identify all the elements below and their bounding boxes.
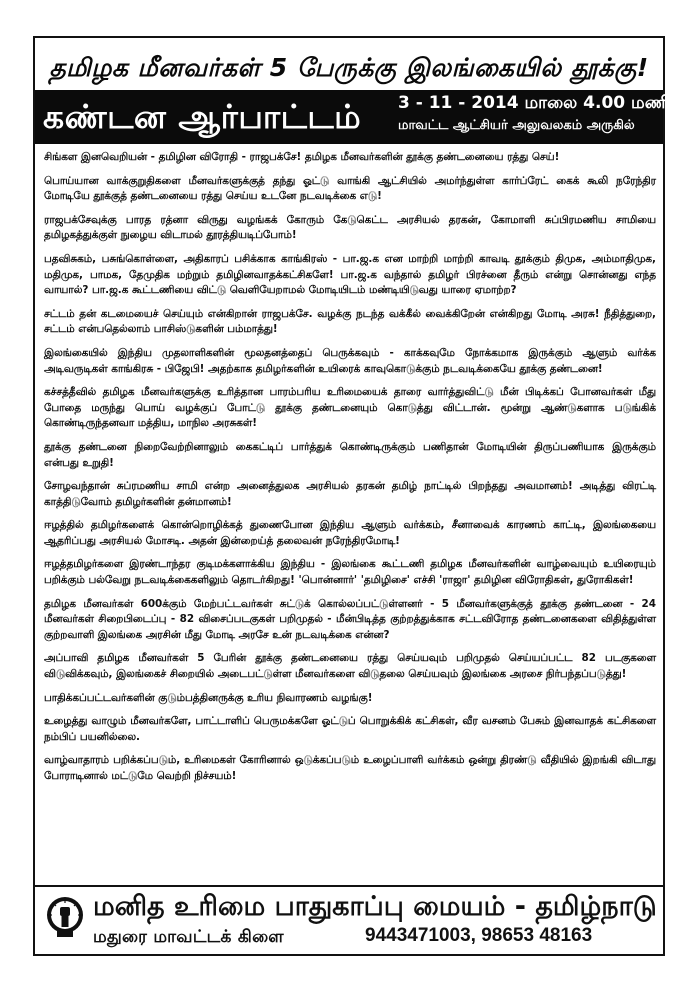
- paragraph: பொய்யான வாக்குறுதிகளை மீனவர்களுக்குத் தந்து ஓட்டு வாங்கி ஆட்சியில் அமர்ந்துள்ள கார்ப்ரேட் கைக் கூலி நரேந்திர மோடியே தூக்குத் தண்டனையை ரத்து செய்ய உடனே நடவடிக்கை எடு!: [44, 174, 656, 203]
- branch-name: மதுரை மாவட்டக் கிளை: [93, 927, 284, 947]
- paragraph: தூக்கு தண்டனை நிறைவேற்றினாலும் கைகட்டிப் பார்த்துக் கொண்டிருக்கும் பணிதான் மோடியின் திருப்பணியாக இருக்கும் என்பது உறுதி!: [44, 440, 656, 469]
- raised-fist-emblem-icon: [45, 895, 85, 939]
- event-location: மாவட்ட ஆட்சியர் அலுவலகம் அருகில்: [398, 118, 635, 133]
- paragraph: சோழவந்தான் சுப்ரமணிய சாமி என்ற அனைத்துலக அரசியல் தரகன் தமிழ் நாட்டில் பிறந்தது அவமானம்! அடித்து விரட்டி காத்திடுவோம் தமிழர்களின் தன்மானம்!: [44, 480, 656, 508]
- event-heading: கண்டன ஆர்பாட்டம்: [43, 97, 362, 136]
- poster-title: தமிழக மீனவர்கள் 5 பேருக்கு இலங்கையில் தூக்கு!: [49, 53, 649, 82]
- paragraph: பதவிசுகம், பசுங்கொள்ளை, அதிகாரப் பசிக்காக காங்கிரஸ் - பா.ஜ.க என மாற்றி மாற்றி காவடி தூக்கும் திமுக, அம்மாதிமுக, மதிமுக, பாமக, தேமுதிக மற்றும் தமிழினவாதக்கட்சிகளே! பா.ஜ.க வந்தால் தமிழர் பிரச்னை தீரும் என்று சொன்னது எந்த வாயால்? பா.ஜ.க கூட்டணியை விட்டு வெளியேறாமல் மோடியிடம் மண்டியிடுவது யாரை ஏமாற்ற?: [44, 252, 656, 297]
- paragraph: உழைத்து வாழும் மீனவர்களே, பாட்டாளிப் பெருமக்களே ஓட்டுப் பொறுக்கிக் கட்சிகள், வீர வசனம் பேசும் இனவாதக் கட்சிகளை நம்பிப் பயனில்லை.: [44, 715, 656, 743]
- paragraph: ராஜபக்சேவுக்கு பாரத ரத்னா விருது வழங்கக் கோரும் கேடுகெட்ட அரசியல் தரகன், கோமாளி சுப்பிரமணிய சாமியை தமிழகத்துக்குள் நுழைய விடாமல் தூரத்தியடிப்போம்!: [44, 213, 656, 242]
- paragraph: கச்சத்தீவில் தமிழக மீனவர்களுக்கு உரித்தான பாரம்பரிய உரிமையைக் தாரை வார்த்துவிட்டு மீன் பிடிக்கப் போனவர்கள் மீது போதை மருந்து பொய் வழக்குப் போட்டு தூக்கு தண்டனையும் கொடுத்து விட்டான். மூன்று ஆண்டுகளாக படுங்கிக் கொண்டிருந்தனவா மத்திய, மாநில அரசுகள்!: [44, 386, 656, 430]
- paragraph: வாழ்வாதாரம் பறிக்கப்படும், உரிமைகள் கோரினால் ஒடுக்கப்படும் உழைப்பாளி வர்க்கம் ஒன்று திரண்டு வீதியில் இறங்கி விடாது போராடினால் மட்டுமே வெற்றி நிச்சயம்!: [44, 754, 656, 782]
- paragraph: சட்டம் தன் கடமையைச் செய்யும் என்கிறான் ராஜபக்சே. வழக்கு நடந்த வக்கீல் வைக்கிறேன் என்கிறது மோடி அரசு! நீதித்துறை, சட்டம் என்பதெல்லாம் பாசிஸ்டுகளின் பம்மாத்து!: [44, 307, 656, 336]
- paragraph: சிங்கள இனவெறியன் - தமிழின விரோதி - ராஜபக்சே! தமிழக மீனவர்களின் தூக்கு தண்டனையை ரத்து செய்!: [44, 151, 560, 163]
- demands-text: [44, 150, 656, 872]
- paragraph: தமிழக மீனவர்கள் 600க்கும் மேற்பட்டவர்கள் சுட்டுக் கொல்லப்பட்டுள்ளனர் - 5 மீனவர்களுக்குத் தூக்கு தண்டனை - 24 மீனவர்கள் சிறைபிடைப்பு - 82 விசைப்படகுகள் பறிமுதல் - மீன்பிடித்த குற்றத்துக்காக சட்டவிரோத தண்டனைகளை விதித்துள்ள குற்றவாளி இலங்கை அரசின் மீது மோடி அரசே உன் நடவடிக்கை என்ன?: [44, 597, 656, 641]
- organization-footer: [35, 887, 663, 954]
- event-banner: [35, 90, 671, 144]
- paragraph: இலங்கையில் இந்திய முதலாளிகளின் மூலதனத்தைப் பெருக்கவும் - காக்கவுமே நோக்கமாக இருக்கும் ஆளும் வர்க்க அடிவருடிகள் காங்கிரசு - பிஜேபி! அதற்காக தமிழர்களின் உயிரைக் காவுகொடுக்கும் நடவடிக்கையே தூக்கு தண்டனை!: [44, 346, 656, 375]
- paragraph: அப்பாவி தமிழக மீனவர்கள் 5 பேரின் தூக்கு தண்டனையை ரத்து செய்யவும் பறிமுதல் செய்யப்பட்ட 82 படகுகளை விடுவிக்கவும், இலங்கைச் சிறையில் அடைபட்டுள்ள மீனவர்களை விடுதலை செய்யவும் இலங்கை அரசை நிர்பந்தப்படுத்து!: [44, 652, 656, 681]
- organization-name: மனித உரிமை பாதுகாப்பு மையம் - தமிழ்நாடு: [93, 891, 657, 922]
- paragraph: பாதிக்கப்பட்டவர்களின் குடும்பத்தினருக்கு உரிய நிவாரணம் வழங்கு!: [44, 691, 373, 704]
- contact-phones: 9443471003, 98653 48163: [365, 925, 593, 946]
- paragraph: ஈழத்தமிழர்களை இரண்டாந்தர குடிமக்களாக்கிய இந்திய - இலங்கை கூட்டணி தமிழக மீனவர்களின் வாழ்வையும் உயிரையும் பறிக்கும் பல்வேறு நடவடிக்கைகளிலும் தொடர்கிறது! 'பொன்னார்' 'தமிழிசை' எச்சி 'ராஜா' தமிழின விரோதிகள், துரோகிகள்!: [44, 558, 656, 587]
- paragraph: ஈழத்தில் தமிழர்களைக் கொன்றொழிக்கத் துணைபோன இந்திய ஆளும் வர்க்கம், சீனாவைக் காரணம் காட்டி, இலங்கையை ஆதரிப்பது அரசியல் மோசடி. அதன் இன்றைய்த் தலைவன் நரேந்திரமோடி!: [44, 519, 656, 547]
- event-date-time: 3 - 11 - 2014 மாலை 4.00 மணி: [398, 93, 671, 113]
